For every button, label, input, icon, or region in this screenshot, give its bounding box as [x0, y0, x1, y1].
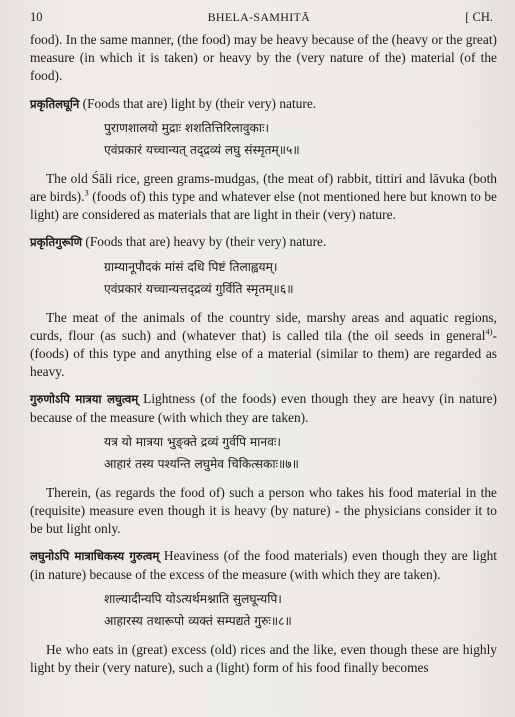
heading-gloss: (Foods that are) light by (their very) nature. — [79, 95, 317, 111]
page-header — [30, 10, 497, 25]
verse-7-line-2: आहारं तस्य पश्यन्ति लघुमेव चिकित्सकाः॥७॥ — [104, 456, 299, 471]
verse-6-line-1: ग्राम्यानूपौदकं मांसं दधि पिष्टं तिलाह्वयम्। — [104, 259, 278, 274]
verse-5-line-2: एवंप्रकारं यच्चान्यत् तद्द्रव्यं लघु संस्मृतम्॥५॥ — [104, 142, 300, 157]
verse-8-line-1: शाल्यादीन्यपि योऽत्यर्थमश्नाति सुलघून्यपि। — [104, 591, 282, 606]
paragraph-3-text-b: (foods of) this type and whatever else (not mentioned here but known to be light) are considered as materials that are light in their (very) nature. — [30, 189, 497, 223]
paragraph-5 — [30, 309, 497, 382]
running-title: BHELA-SAMHITĀ — [207, 10, 311, 24]
verse-7-line-1: यत्र यो मात्रया भुङ्क्ते द्रव्यं गुर्वपि मानवः। — [104, 434, 281, 449]
paragraph-9: He who eats in (great) excess (old) rices and the like, even though these are highly light by their (very nature), such a (light) form of his food finally becomes — [30, 641, 497, 676]
paragraph-5-text-b: - (foods) of this type and anything else of a material (similar to them) are regarded as heavy. — [30, 327, 497, 380]
footnote-ref-3[interactable]: 3 — [84, 187, 89, 198]
sanskrit-heading: गुरुणोऽपि मात्रया लघुत्वम् — [30, 392, 139, 407]
verse-6-line-2: एवंप्रकारं यच्चान्यत्तद्द्रव्यं गुर्विति स्मृतम्॥६॥ — [104, 281, 294, 296]
heading-gloss: (Foods that are) heavy by (their very) nature. — [82, 234, 327, 250]
paragraph-8 — [30, 547, 497, 583]
paragraph-1: food). In the same manner, (the food) may be heavy because of the (heavy or the great) measure (in which it is taken) or heavy by the (very nature of the) material (of the food). — [30, 32, 497, 84]
paragraph-7: Therein, (as regards the food of) such a person who takes his food material in the (requisite) measure even though it is heavy (by nature) - the physicians consider it to be but light only. — [30, 484, 497, 537]
paragraph-6 — [30, 390, 497, 426]
verse-5-line-1: पुराणशालयो मुद्राः शशतित्तिरिलावुकाः। — [104, 120, 270, 135]
paragraph-3 — [30, 170, 497, 225]
paragraph-4 — [30, 233, 497, 251]
sanskrit-heading: प्रकृतिलघूनि — [30, 96, 80, 111]
paragraph-2 — [30, 95, 497, 113]
footnote-ref-4[interactable]: 4) — [485, 326, 493, 337]
chapter-marker: [ CH. — [465, 10, 493, 24]
heading-gloss: Lightness (of the foods) even though they are heavy (in nature) because of the measure (with which they are taken). — [30, 391, 497, 425]
sanskrit-heading: प्रकृतिगुरूणि — [30, 235, 83, 250]
verse-8-line-2: आहारस्य तथारूपो व्यक्तं सम्पद्यते गुरुः॥८॥ — [104, 613, 292, 628]
heading-gloss: Heaviness (of the food materials) even though they are light (in nature) because of the excess of the measure (with which they are taken). — [30, 548, 497, 582]
paragraph-5-text-a: The meat of the animals of the country side, marshy areas and aquatic regions, curds, flour (as such) and (whatever that) is called tila (the oil seeds in general — [30, 309, 497, 343]
page-number: 10 — [30, 10, 43, 24]
paragraph-3-text-a: The old Śāli rice, green grams-mudgas, (the meat of) rabbit, tittiri and lāvuka (both are birds). — [30, 170, 497, 205]
sanskrit-heading: लघुनोऽपि मात्राधिकस्य गुरुत्वम् — [30, 549, 160, 564]
